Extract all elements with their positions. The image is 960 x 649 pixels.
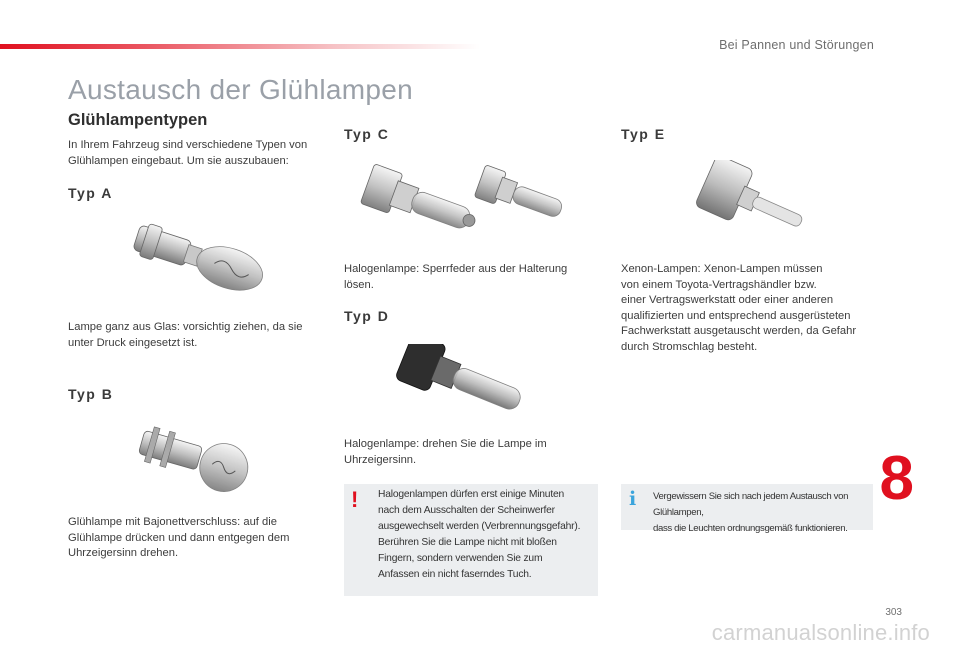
info-text: Vergewissern Sie sich nach jedem Austausch von Glühlampen, dass die Leuchten ordnungsgemäß funktionieren. xyxy=(653,491,849,534)
bulb-type-d-illustration xyxy=(392,344,552,426)
type-d-title: Typ D xyxy=(344,308,390,324)
type-b-text: Glühlampe mit Bajonettverschluss: auf die Glühlampe drücken und dann entgegen dem Uhrzeigersinn drehen. xyxy=(68,516,290,559)
section-header: Bei Pannen und Störungen xyxy=(719,38,874,52)
type-e-title: Typ E xyxy=(621,126,666,142)
watermark: carmanualsonline.info xyxy=(711,620,930,645)
type-a-title: Typ A xyxy=(68,185,113,201)
page-title: Austausch der Glühlampen xyxy=(68,74,413,105)
bulb-type-a-illustration xyxy=(122,222,272,302)
page-number: 303 xyxy=(885,607,902,618)
info-icon: i xyxy=(629,488,637,510)
bulb-type-b-illustration xyxy=(132,424,262,502)
type-e-text: Xenon-Lampen: Xenon-Lampen müssen von einem Toyota-Vertragshändler bzw. einer Vertragswerkstatt oder einer anderen qualifizierten und entsprechend ausgerüsteten Fachwerkstatt ausgetauscht werden, da Gefahr durch Stromschlag besteht. xyxy=(621,263,857,353)
warning-icon: ! xyxy=(351,487,359,512)
subtitle: Glühlampentypen xyxy=(68,111,208,129)
bulb-type-e-illustration xyxy=(690,160,820,250)
intro-text: In Ihrem Fahrzeug sind verschiedene Typen von Glühlampen eingebaut. Um sie auszubauen: xyxy=(68,139,308,167)
type-c-title: Typ C xyxy=(344,126,390,142)
type-b-title: Typ B xyxy=(68,386,114,402)
type-d-text: Halogenlampe: drehen Sie die Lampe im Uhrzeigersinn. xyxy=(344,438,547,466)
chapter-badge: 8 xyxy=(879,444,914,513)
bulb-type-c-illustration xyxy=(355,160,590,255)
warning-text: Halogenlampen dürfen erst einige Minuten nach dem Ausschalten der Scheinwerfer ausgewechselt werden (Verbrennungsgefahr). Berühren Sie die Lampe nicht mit bloßen Fingern, sondern verwenden Sie zum Anfassen ein nicht faserndes Tuch. xyxy=(378,489,581,580)
type-c-text: Halogenlampe: Sperrfeder aus der Halterung lösen. xyxy=(344,263,568,291)
type-a-text: Lampe ganz aus Glas: vorsichtig ziehen, da sie unter Druck eingesetzt ist. xyxy=(68,321,303,349)
header-accent-bar xyxy=(0,44,480,49)
